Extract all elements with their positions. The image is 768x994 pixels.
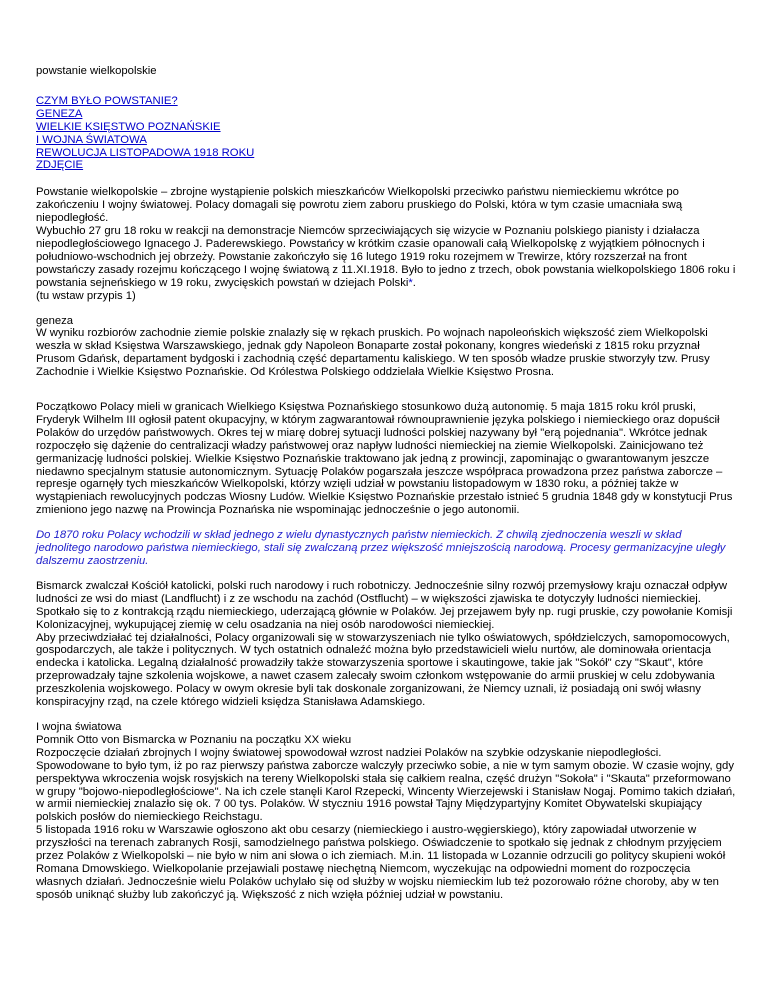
bismarck-paragraph-1: Bismarck zwalczał Kościół katolicki, polski ruch narodowy i ruch robotniczy. Jednocześnie silny rozwój przemysłowy kraju oznaczał odpływ ludności ze wsi do miast (Landflucht) i z ze wschodu na zachód (Ostflucht) – w większości zjawiska te dotyczyły ludności niemieckiej. Spotkało się to z kontrakcją rządu niemieckiego, uderzającą głównie w Polaków. Jej przejawem były np. rugi pruskie, czy powołanie Komisji Kolonizacyjnej, wykupującej ziemię w celu osadzania na niej osób narodowości niemieckiej. — [36, 579, 733, 631]
ksiestwo-section — [36, 401, 736, 517]
ksiestwo-paragraph: Początkowo Polacy mieli w granicach Wielkiego Księstwa Poznańskiego stosunkowo dużą autonomię. 5 maja 1815 roku król pruski, Fryderyk Wilhelm III ogłosił patent okupacyjny, w którym zagwarantował równouprawnienie języka polskiego i niemieckiego oraz dopuścił Polaków do urzędów państwowych. Okres tej w miarę dobrej sytuacji ludności polskiej nazywany był "erą pojednania". Wkrótce jednak rozpoczęło się dążenie do centralizacji władzy państwowej oraz napływ ludności niemieckiej na ziemie Wielkopolski. Zainicjowano też germanizację ludności polskiej. Wielkie Księstwo Poznańskie traktowano jak jedną z prowincji, zapominając o gwarantowanym jeszcze niedawno specjalnym statusie autonomicznym. Sytuację Polaków pogarszała jeszcze współpraca prowadzona przez państwa zaborcze – represje ogarnęły tych mieszkańców Wielkopolski, którzy wzięli udział w powstaniu listopadowym w 1830 roku, a później także w wystąpieniach rewolucyjnych podczas Wiosny Ludów. Wielkie Księstwo Poznańskie przestało istnieć 5 grudnia 1848 gdy w konstytucji Prus zmieniono jego nazwę na Prowincja Poznańska nie wspominając jednocześnie o jego autonomii. — [36, 401, 733, 517]
footnote-placeholder: (tu wstaw przypis 1) — [36, 289, 136, 302]
toc-link-rewolucja[interactable]: REWOLUCJA LISTOPADOWA 1918 ROKU — [36, 146, 255, 159]
bismarck-section — [36, 580, 736, 709]
wojna-paragraph-2: 5 listopada 1916 roku w Warszawie ogłoszono akt obu cesarzy (niemieckiego i austro-węgierskiego), który zapowiadał utworzenie w przyszłości na terenach zabranych Rosji, samodzielnego państwa polskiego. Oświadczenie to spotkało się jednak z chłodnym przyjęciem przez Polaków z Wielkopolski – nie było w nim ani słowa o ich ziemiach. M.in. 11 listopada w Lozannie odrzucili go politycy skupieni wokół Romana Dmowskiego. Wielkopolanie przejawiali postawę niechętną Niemcom, wyczekując na odpowiedni moment do rozpoczęcia własnych działań. Jednocześnie wielu Polaków uchylało się od służby w wojsku niemieckim lub też pozorowało różne choroby, aby w ten sposób uniknąć służby lub zakończyć ją. Większość z nich wzięła później udział w powstaniu. — [36, 824, 726, 901]
geneza-heading: geneza — [36, 314, 74, 327]
intro-paragraph-2-text: Wybuchło 27 gru 18 roku w reakcji na demonstracje Niemców sprzeciwiających się wizycie w Poznaniu polskiego pianisty i działacza niepodległościowego Ignacego J. Paderewskiego. Powstańcy w krótkim czasie opanowali całą Wielkopolskę z wyjątkiem północnych i południowo-wschodnich jej obrzeży. Powstanie zakończyło się 16 lutego 1919 roku rozejmem w Trewirze, który rozszerzał na front powstańczy zasady rozejmu kończącego I wojnę światową z 11.XI.1918. Było to jedno z trzech, obok powstania wielkopolskiego 1806 roku i powstania sejneńskiego w 19 roku, zwycięskich powstań w dziejach Polski — [36, 225, 736, 289]
toc-link-ksiestwo[interactable]: WIELKIE KSIĘSTWO POZNAŃSKIE — [36, 120, 221, 133]
toc-link-wojna[interactable]: I WOJNA ŚWIATOWA — [36, 133, 147, 146]
toc-link-zdjecie[interactable]: ZDJĘCIE — [36, 159, 84, 172]
wojna-paragraph-1: Rozpoczęcie działań zbrojnych I wojny światowej spowodował wzrost nadziei Polaków na szybkie odzyskanie niepodległości. Spowodowane to było tym, iż po raz pierwszy państwa zaborcze walczyły przeciwko sobie, a nie w tym samym obozie. W czasie wojny, gdy perspektywa wkroczenia wojsk rosyjskich na tereny Wielkopolski stała się całkiem realna, część drużyn "Sokoła" i "Skauta" przeformowano w grupy "bojowo-niepodległościowe". Na ich czele stanęli Karol Rzepecki, Wincenty Wierzejewski i Stanisław Nogaj. Pomimo takich działań, w armii niemieckiej znalazło się ok. 7 00 tys. Polaków. W styczniu 1916 powstał Tajny Międzypartyjny Komitet Obywatelski skupiający polskich posłów do niemieckiego Reichstagu. — [36, 746, 736, 824]
intro-paragraph-2 — [36, 225, 736, 290]
intro-section — [36, 186, 736, 302]
quote-paragraph: Do 1870 roku Polacy wchodzili w skład jednego z wielu dynastycznych państw niemieckich. Z chwilą zjednoczenia weszli w skład jednolitego narodowo państwa niemieckiego, stali się zwalczaną przez większość mniejszością narodową. Procesy germanizacyjne uległy dalszemu zaostrzeniu. — [36, 529, 726, 567]
wojna-heading: I wojna światowa — [36, 720, 122, 733]
table-of-contents — [36, 95, 736, 172]
geneza-paragraph: W wyniku rozbiorów zachodnie ziemie polskie znalazły się w rękach pruskich. Po wojnach napoleońskich większość ziem Wielkopolski weszła w skład Księstwa Warszawskiego, jednak gdy Napoleon Bonaparte został pokonany, kongres wiedeński z 1815 roku przyznał Prusom Gdańsk, departament bydgoski i zachodnią część departamentu kaliskiego. W ten sposób władze pruskie stworzyły tzw. Prusy Zachodnie i Wielkie Księstwo Poznańskie. Od Królestwa Polskiego oddzielała Wielkie Księstwo Prosna. — [36, 327, 710, 379]
toc-link-czym-bylo[interactable]: CZYM BYŁO POWSTANIE? — [36, 94, 178, 107]
geneza-section — [36, 315, 736, 380]
document-title: powstanie wielkopolskie — [36, 65, 157, 77]
wojna-section — [36, 721, 736, 902]
document-page — [36, 65, 736, 914]
intro-paragraph-1: Powstanie wielkopolskie – zbrojne wystąpienie polskich mieszkańców Wielkopolski przeciwko państwu niemieckiemu wkrótce po zakończeniu I wojny światowej. Polacy domagali się powrotu ziem zaboru pruskiego do Polski, która w tym czasie umacniała swą niepodległość. — [36, 186, 683, 225]
intro-paragraph-2-end: . — [412, 276, 416, 289]
bismarck-paragraph-2: Aby przeciwdziałać tej działalności, Polacy organizowali się w stowarzyszeniach nie tylko oświatowych, spółdzielczych, samopomocowych, gospodarczych, ale także i politycznych. W tych ostatnich odnaleźć można było przedstawicieli wielu nurtów, ale dominowała orientacja endecka i katolicka. Legalną działalność prowadziły także stowarzyszenia sportowe i skautingowe, takie jak "Sokół" czy "Skaut", które przeprowadzały tajne szkolenia wojskowe, a nawet czasem zalecały swoim członkom wstępowanie do armii pruskiej w celu zdobywania przeszkolenia wojskowego. Polacy w owym okresie byli tak doskonale zorganizowani, że Niemcy uznali, iż posiadają oni swój własny konspiracyjny rząd, na czele którego widzieli księdza Stanisława Adamskiego. — [36, 631, 730, 709]
footnote-asterisk[interactable]: * — [408, 276, 413, 289]
toc-link-geneza[interactable]: GENEZA — [36, 107, 83, 120]
image-caption: Pomnik Otto von Bismarcka w Poznaniu na początku XX wieku — [36, 733, 352, 746]
